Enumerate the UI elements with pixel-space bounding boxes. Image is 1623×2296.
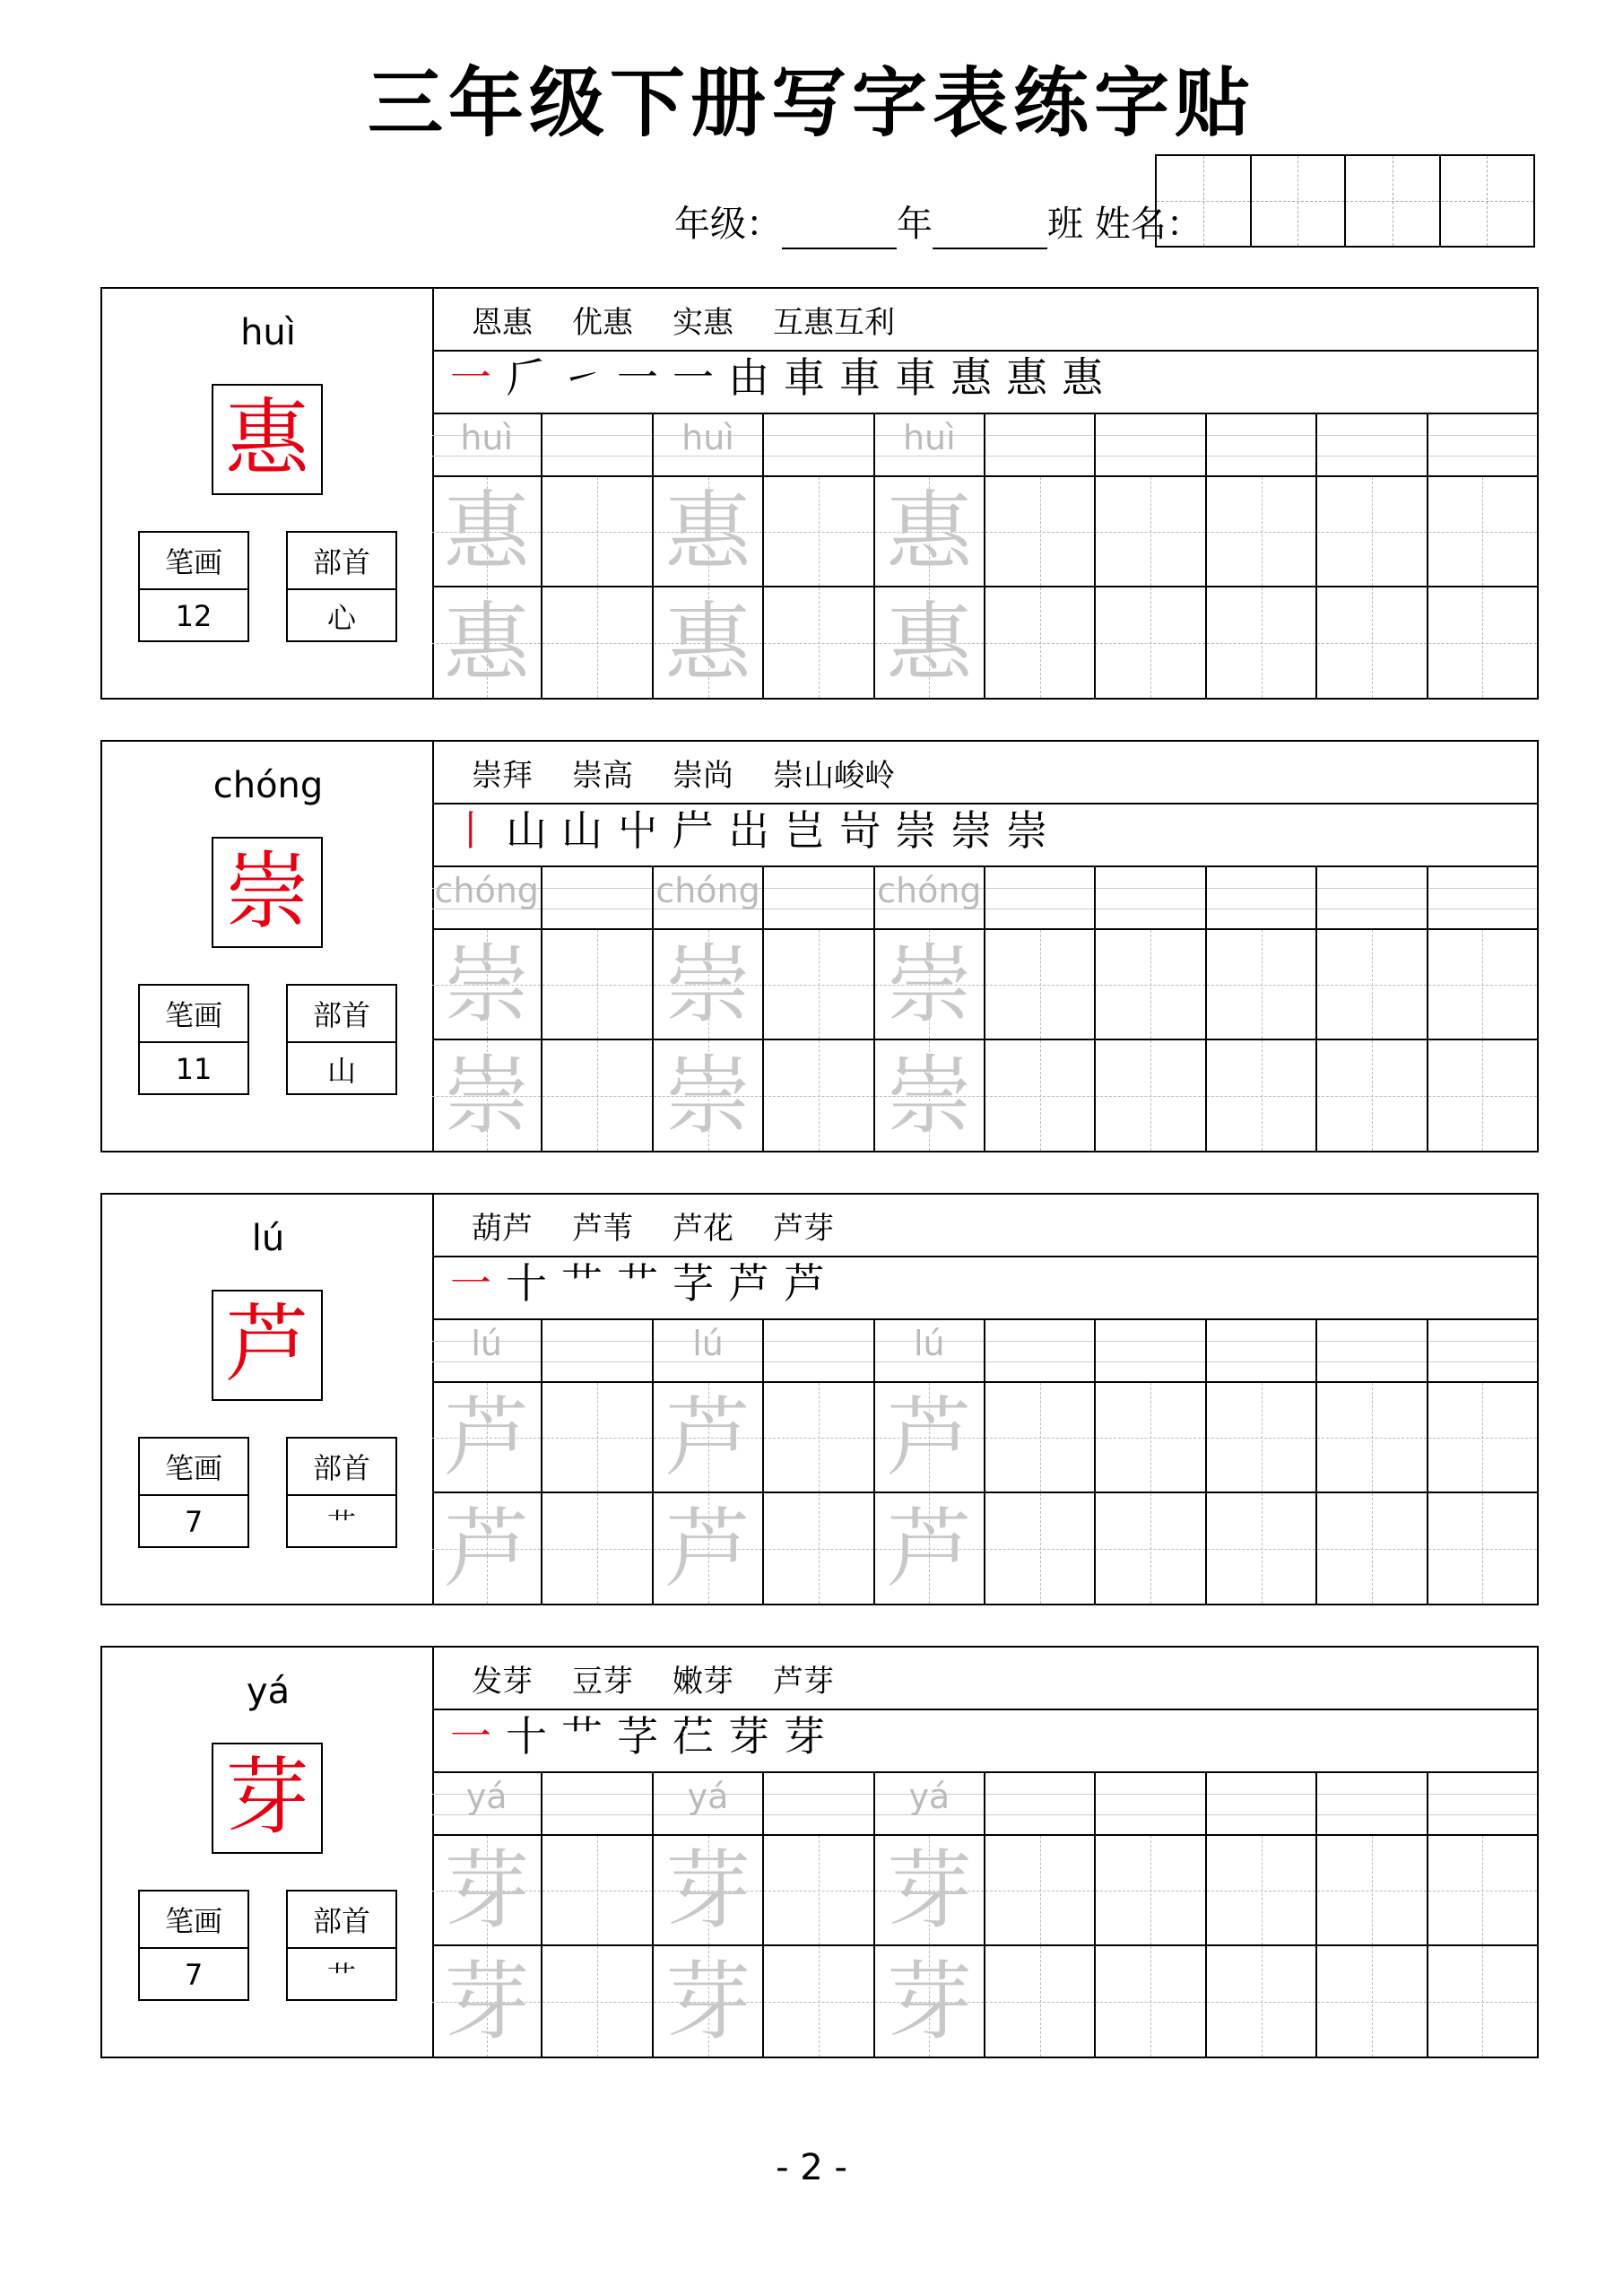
trace-character: 芦: [443, 1387, 530, 1488]
word-item: 互惠互利: [773, 304, 895, 341]
writing-cell[interactable]: [1317, 930, 1428, 1039]
pinyin-cell[interactable]: [1428, 867, 1537, 928]
grade-label: 年级：: [674, 204, 782, 245]
pinyin-row: [432, 867, 1537, 930]
stroke-order: [432, 352, 1537, 414]
writing-cell[interactable]: [985, 1836, 1096, 1944]
writing-cell[interactable]: [1428, 930, 1537, 1039]
trace-character: 崇: [664, 1045, 751, 1146]
writing-cell[interactable]: [1096, 587, 1206, 698]
writing-cell[interactable]: [432, 930, 542, 1039]
writing-cell[interactable]: [432, 1946, 542, 2057]
writing-cell[interactable]: [1428, 477, 1537, 586]
stroke-step: 芓: [673, 1259, 714, 1308]
writing-cell[interactable]: [1317, 587, 1428, 698]
writing-cell[interactable]: [1096, 1946, 1206, 2057]
word-list: [432, 742, 1537, 804]
pinyin-cell[interactable]: [875, 867, 985, 928]
word-item: 崇拜: [472, 757, 533, 794]
pinyin-cell[interactable]: [764, 867, 874, 928]
writing-cell[interactable]: [1428, 1040, 1537, 1151]
page-number: - 2 -: [776, 2147, 847, 2188]
trace-character: 惠: [443, 592, 530, 693]
writing-cell[interactable]: [654, 587, 764, 698]
writing-cell[interactable]: [654, 1383, 764, 1492]
writing-cell[interactable]: [985, 477, 1096, 586]
pinyin-cell[interactable]: [1317, 1320, 1428, 1381]
writing-cell[interactable]: [432, 587, 542, 698]
writing-cell[interactable]: [542, 1383, 653, 1492]
radical-box: [286, 1890, 397, 2001]
name-grid[interactable]: [1155, 154, 1535, 248]
strokes-value: 7: [184, 1505, 204, 1539]
writing-cell[interactable]: [1317, 1383, 1428, 1492]
writing-cell[interactable]: [1428, 1946, 1537, 2057]
pinyin-cell[interactable]: [1207, 1320, 1317, 1381]
pinyin-cell[interactable]: [1096, 414, 1206, 475]
trace-character: 崇: [443, 934, 530, 1035]
stroke-order: [432, 804, 1537, 867]
writing-cell[interactable]: [1207, 1493, 1317, 1604]
stroke-order: [432, 1257, 1537, 1320]
trace-pinyin: huì: [460, 418, 514, 457]
writing-cell[interactable]: [1317, 477, 1428, 586]
stroke-step: 岂: [784, 806, 825, 855]
pinyin-cell[interactable]: [542, 414, 653, 475]
radical-box: [286, 1437, 397, 1548]
word-item: 芦花: [673, 1210, 733, 1247]
writing-cell[interactable]: [542, 477, 653, 586]
practice-grid: [432, 1773, 1537, 2057]
trace-character: 芽: [443, 1951, 530, 2052]
writing-row: [432, 1383, 1537, 1493]
strokes-box: [138, 1437, 249, 1548]
name-cell[interactable]: [1346, 156, 1441, 246]
writing-cell[interactable]: [875, 587, 985, 698]
writing-cell[interactable]: [764, 1383, 874, 1492]
writing-cell[interactable]: [764, 587, 874, 698]
stroke-step: 惠: [1006, 353, 1047, 402]
word-item: 豆芽: [572, 1663, 633, 1700]
writing-cell[interactable]: [542, 587, 653, 698]
writing-cell[interactable]: [764, 477, 874, 586]
name-cell[interactable]: [1157, 156, 1252, 246]
writing-cell[interactable]: [432, 1040, 542, 1151]
writing-cell[interactable]: [1207, 1383, 1317, 1492]
writing-cell[interactable]: [1207, 1836, 1317, 1944]
trace-pinyin: huì: [902, 418, 956, 457]
writing-row: [432, 930, 1537, 1040]
year-blank[interactable]: [782, 212, 897, 249]
stroke-step: 一: [450, 1259, 491, 1308]
pinyin-cell[interactable]: [542, 1773, 653, 1834]
trace-pinyin: lú: [471, 1324, 503, 1363]
writing-cell[interactable]: [654, 1946, 764, 2057]
radical-label: 部首: [288, 533, 395, 590]
radical-value: 艹: [326, 1960, 356, 1994]
pinyin-cell[interactable]: [985, 867, 1096, 928]
class-blank[interactable]: [933, 212, 1047, 249]
writing-cell[interactable]: [985, 1493, 1096, 1604]
writing-cell[interactable]: [764, 1040, 874, 1151]
pinyin-cell[interactable]: [1207, 414, 1317, 475]
writing-cell[interactable]: [1428, 1493, 1537, 1604]
trace-character: 芦: [886, 1387, 973, 1488]
stroke-step: 惠: [950, 353, 992, 402]
pinyin-cell[interactable]: [875, 414, 985, 475]
strokes-value: 11: [175, 1052, 213, 1086]
writing-cell[interactable]: [542, 1946, 653, 2057]
practice-grid: [432, 867, 1537, 1151]
character-pinyin: lú: [251, 1218, 285, 1259]
stroke-step: 芦: [728, 1259, 769, 1308]
word-item: 芦芽: [773, 1210, 834, 1247]
pinyin-cell[interactable]: [1096, 867, 1206, 928]
writing-cell[interactable]: [1428, 1383, 1537, 1492]
practice-area: [432, 1648, 1537, 2057]
stroke-step: 惠: [1062, 353, 1103, 402]
strokes-value: 12: [175, 599, 213, 633]
writing-cell[interactable]: [875, 1493, 985, 1604]
writing-cell[interactable]: [985, 1040, 1096, 1151]
character-pinyin: yá: [246, 1671, 291, 1712]
trace-pinyin: lú: [914, 1324, 945, 1363]
pinyin-cell[interactable]: [985, 414, 1096, 475]
stroke-step: 崇: [1006, 806, 1047, 855]
stroke-step: 由: [728, 353, 769, 402]
word-item: 恩惠: [472, 304, 533, 341]
strokes-label: 笔画: [140, 986, 247, 1043]
radical-value: 山: [326, 1054, 356, 1088]
stroke-step: 芽: [728, 1712, 769, 1761]
word-item: 芦芽: [773, 1663, 834, 1700]
strokes-box: [138, 984, 249, 1095]
practice-grid: [432, 1320, 1537, 1604]
stroke-step: 芓: [617, 1712, 658, 1761]
pinyin-cell[interactable]: [654, 1320, 764, 1381]
name-cell[interactable]: [1441, 156, 1534, 246]
writing-cell[interactable]: [1207, 1040, 1317, 1151]
word-item: 发芽: [472, 1663, 533, 1700]
character-display: 崇: [212, 837, 323, 948]
trace-character: 惠: [443, 481, 530, 582]
writing-cell[interactable]: [654, 477, 764, 586]
trace-pinyin: chóng: [655, 871, 760, 910]
character-info: [102, 1648, 434, 2057]
practice-area: [432, 289, 1537, 698]
character-info: [102, 1195, 434, 1604]
writing-cell[interactable]: [542, 930, 653, 1039]
pinyin-cell[interactable]: [875, 1773, 985, 1834]
pinyin-cell[interactable]: [432, 1773, 542, 1834]
stroke-step: 一: [450, 1712, 491, 1761]
word-list: [432, 1195, 1537, 1257]
writing-cell[interactable]: [875, 1383, 985, 1492]
word-item: 崇山峻岭: [773, 757, 895, 794]
pinyin-cell[interactable]: [1317, 867, 1428, 928]
pinyin-cell[interactable]: [542, 1320, 653, 1381]
pinyin-cell[interactable]: [985, 1320, 1096, 1381]
stroke-step: 艹: [561, 1712, 603, 1761]
pinyin-cell[interactable]: [542, 867, 653, 928]
writing-row: [432, 477, 1537, 587]
character-info: [102, 742, 434, 1151]
trace-character: 惠: [886, 481, 973, 582]
stroke-step: 崇: [895, 806, 936, 855]
pinyin-cell[interactable]: [654, 867, 764, 928]
word-item: 实惠: [673, 304, 733, 341]
stroke-step: 岢: [839, 806, 881, 855]
pinyin-cell[interactable]: [1317, 414, 1428, 475]
writing-cell[interactable]: [1317, 1836, 1428, 1944]
pinyin-cell[interactable]: [1096, 1773, 1206, 1834]
radical-label: 部首: [288, 986, 395, 1043]
stroke-step: 艹: [617, 1259, 658, 1308]
writing-cell[interactable]: [1428, 1836, 1537, 1944]
strokes-label: 笔画: [140, 1892, 247, 1949]
writing-cell[interactable]: [542, 1836, 653, 1944]
practice-area: [432, 742, 1537, 1151]
trace-pinyin: huì: [681, 418, 734, 457]
writing-cell[interactable]: [875, 930, 985, 1039]
strokes-box: [138, 1890, 249, 2001]
writing-cell[interactable]: [985, 1946, 1096, 2057]
character-card: [100, 287, 1539, 700]
pinyin-row: [432, 1773, 1537, 1836]
pinyin-cell[interactable]: [764, 1773, 874, 1834]
trace-character: 芽: [664, 1951, 751, 2052]
trace-pinyin: chóng: [434, 871, 539, 910]
writing-cell[interactable]: [432, 1383, 542, 1492]
word-item: 葫芦: [472, 1210, 533, 1247]
radical-label: 部首: [288, 1892, 395, 1949]
pinyin-cell[interactable]: [654, 414, 764, 475]
writing-cell[interactable]: [1096, 477, 1206, 586]
character-display: 芦: [212, 1290, 323, 1401]
trace-pinyin: yá: [465, 1777, 508, 1816]
trace-character: 芽: [886, 1951, 973, 2052]
class-label: 班: [1047, 204, 1083, 245]
stroke-step: ㇀: [561, 353, 603, 402]
stroke-step: 崇: [950, 806, 992, 855]
word-item: 嫩芽: [673, 1663, 733, 1700]
writing-cell[interactable]: [764, 1836, 874, 1944]
trace-character: 崇: [886, 1045, 973, 1146]
stroke-step: 十: [506, 1712, 547, 1761]
trace-character: 芽: [886, 1839, 973, 1941]
word-list: [432, 1648, 1537, 1710]
trace-pinyin: yá: [687, 1777, 729, 1816]
pinyin-cell[interactable]: [432, 867, 542, 928]
pinyin-cell[interactable]: [1428, 1773, 1537, 1834]
student-info: [674, 199, 1202, 249]
name-cell[interactable]: [1252, 156, 1347, 246]
writing-cell[interactable]: [654, 930, 764, 1039]
strokes-label: 笔画: [140, 1439, 247, 1496]
stroke-step: 車: [895, 353, 936, 402]
stroke-step: 十: [506, 1259, 547, 1308]
year-label: 年: [897, 204, 933, 245]
trace-character: 崇: [664, 934, 751, 1035]
trace-character: 芦: [443, 1498, 530, 1599]
writing-cell[interactable]: [875, 477, 985, 586]
writing-row: [432, 1946, 1537, 2057]
pinyin-cell[interactable]: [1428, 1320, 1537, 1381]
trace-character: 芽: [443, 1839, 530, 1941]
writing-row: [432, 1040, 1537, 1151]
word-item: 芦苇: [572, 1210, 633, 1247]
trace-pinyin: chóng: [877, 871, 982, 910]
writing-cell[interactable]: [432, 477, 542, 586]
stroke-step: 山: [506, 806, 547, 855]
character-display: 惠: [212, 384, 323, 495]
practice-grid: [432, 414, 1537, 698]
stroke-step: 車: [839, 353, 881, 402]
stroke-step: 山: [561, 806, 603, 855]
character-pinyin: huì: [240, 312, 296, 353]
stroke-step: 芦: [784, 1259, 825, 1308]
writing-cell[interactable]: [1096, 930, 1206, 1039]
writing-cell[interactable]: [985, 930, 1096, 1039]
writing-cell[interactable]: [1207, 1946, 1317, 2057]
writing-cell[interactable]: [654, 1493, 764, 1604]
pinyin-row: [432, 1320, 1537, 1383]
radical-box: [286, 984, 397, 1095]
stroke-step: 一: [617, 353, 658, 402]
pinyin-cell[interactable]: [764, 414, 874, 475]
trace-character: 惠: [664, 592, 751, 693]
character-info: [102, 289, 434, 698]
writing-cell[interactable]: [875, 1040, 985, 1151]
writing-cell[interactable]: [542, 1040, 653, 1151]
writing-cell[interactable]: [1317, 1040, 1428, 1151]
stroke-step: 一: [673, 353, 714, 402]
word-item: 崇尚: [673, 757, 733, 794]
trace-character: 芽: [664, 1839, 751, 1941]
pinyin-cell[interactable]: [1207, 867, 1317, 928]
word-list: [432, 289, 1537, 352]
stroke-step: 屮: [617, 806, 658, 855]
trace-character: 惠: [886, 592, 973, 693]
pinyin-cell[interactable]: [875, 1320, 985, 1381]
writing-cell[interactable]: [1207, 477, 1317, 586]
writing-cell[interactable]: [764, 1946, 874, 2057]
trace-pinyin: yá: [908, 1777, 950, 1816]
character-card: [100, 740, 1539, 1152]
word-item: 优惠: [572, 304, 633, 341]
stroke-step: 芢: [673, 1712, 714, 1761]
radical-label: 部首: [288, 1439, 395, 1496]
writing-row: [432, 587, 1537, 698]
trace-character: 崇: [443, 1045, 530, 1146]
writing-cell[interactable]: [1207, 930, 1317, 1039]
strokes-label: 笔画: [140, 533, 247, 590]
writing-cell[interactable]: [432, 1493, 542, 1604]
radical-value: 心: [326, 601, 356, 635]
word-item: 崇高: [572, 757, 633, 794]
character-pinyin: chóng: [213, 765, 324, 806]
pinyin-cell[interactable]: [1428, 414, 1537, 475]
stroke-step: 屵: [673, 806, 714, 855]
writing-cell[interactable]: [985, 1383, 1096, 1492]
writing-cell[interactable]: [1096, 1493, 1206, 1604]
writing-cell[interactable]: [875, 1836, 985, 1944]
writing-cell[interactable]: [875, 1946, 985, 2057]
pinyin-cell[interactable]: [1096, 1320, 1206, 1381]
trace-character: 芦: [664, 1387, 751, 1488]
trace-character: 芦: [664, 1498, 751, 1599]
writing-cell[interactable]: [764, 1493, 874, 1604]
stroke-step: 車: [784, 353, 825, 402]
radical-value: 艹: [326, 1507, 356, 1541]
stroke-step: 岀: [728, 806, 769, 855]
writing-cell[interactable]: [1428, 587, 1537, 698]
stroke-step: 艹: [561, 1259, 603, 1308]
radical-box: [286, 531, 397, 642]
stroke-order: [432, 1710, 1537, 1773]
writing-cell[interactable]: [1096, 1383, 1206, 1492]
pinyin-row: [432, 414, 1537, 477]
pinyin-cell[interactable]: [1207, 1773, 1317, 1834]
character-display: 芽: [212, 1743, 323, 1854]
trace-character: 崇: [886, 934, 973, 1035]
pinyin-cell[interactable]: [654, 1773, 764, 1834]
writing-cell[interactable]: [542, 1493, 653, 1604]
strokes-value: 7: [184, 1958, 204, 1992]
strokes-box: [138, 531, 249, 642]
trace-character: 惠: [664, 481, 751, 582]
stroke-step: 丨: [450, 806, 491, 855]
writing-cell[interactable]: [985, 587, 1096, 698]
writing-row: [432, 1836, 1537, 1946]
stroke-step: 𠂆: [506, 353, 547, 402]
pinyin-cell[interactable]: [432, 414, 542, 475]
practice-area: [432, 1195, 1537, 1604]
writing-cell[interactable]: [1096, 1836, 1206, 1944]
writing-row: [432, 1493, 1537, 1604]
writing-cell[interactable]: [1317, 1946, 1428, 2057]
character-card: [100, 1193, 1539, 1605]
writing-cell[interactable]: [1096, 1040, 1206, 1151]
trace-character: 芦: [886, 1498, 973, 1599]
pinyin-cell[interactable]: [764, 1320, 874, 1381]
writing-cell[interactable]: [654, 1836, 764, 1944]
stroke-step: 一: [450, 353, 491, 402]
writing-cell[interactable]: [1317, 1493, 1428, 1604]
writing-cell[interactable]: [1207, 587, 1317, 698]
pinyin-cell[interactable]: [985, 1773, 1096, 1834]
writing-cell[interactable]: [654, 1040, 764, 1151]
writing-cell[interactable]: [764, 930, 874, 1039]
character-card: [100, 1646, 1539, 2058]
name-label: 姓名：: [1094, 204, 1202, 245]
stroke-step: 芽: [784, 1712, 825, 1761]
pinyin-cell[interactable]: [432, 1320, 542, 1381]
page-title: 三年级下册写字表练字贴: [367, 59, 1255, 147]
pinyin-cell[interactable]: [1317, 1773, 1428, 1834]
writing-cell[interactable]: [432, 1836, 542, 1944]
trace-pinyin: lú: [692, 1324, 724, 1363]
